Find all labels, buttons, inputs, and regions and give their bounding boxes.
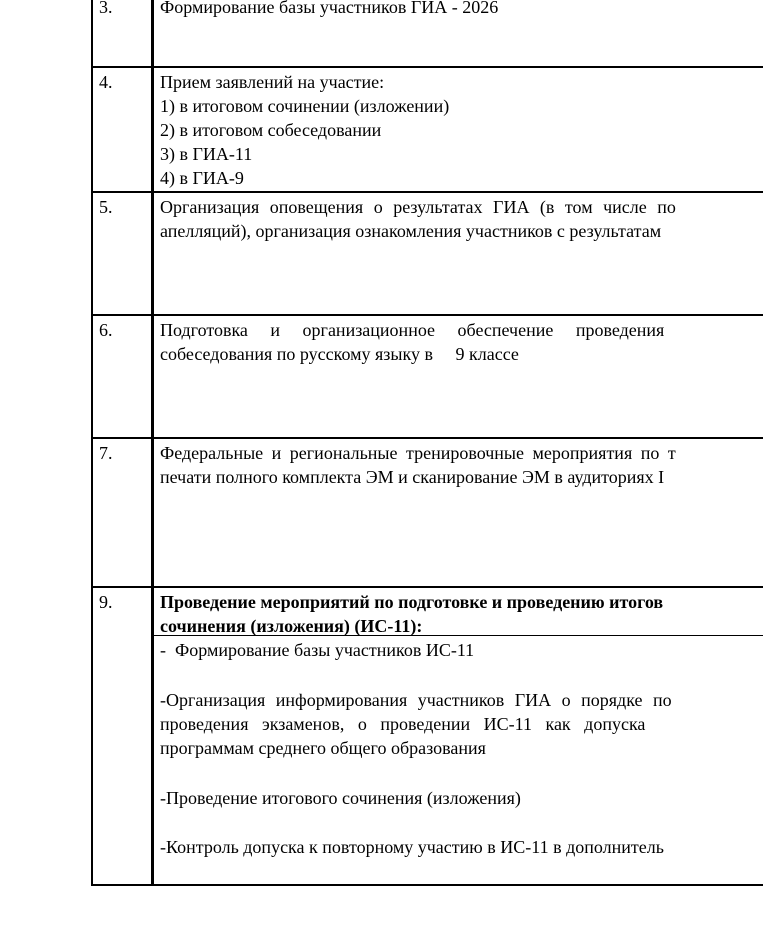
row-number	[99, 318, 113, 342]
row-number-text: 3.	[99, 0, 113, 17]
row-divider-7-9	[91, 586, 763, 588]
row-6-text	[160, 318, 763, 366]
row-line: Подготовка и организационное обеспечение проведения	[160, 320, 665, 340]
row-4-text	[160, 70, 763, 190]
row-divider-5-6	[91, 314, 763, 316]
row-7-text	[160, 441, 763, 489]
row-number-text: 9.	[99, 592, 113, 612]
row-line: печати полного комплекта ЭМ и сканирование ЭМ в аудиториях I	[160, 467, 665, 487]
row-number-text: 6.	[99, 320, 113, 340]
row-divider-6-7	[91, 437, 763, 439]
row-line: -Контроль допуска к повторному участию в ИС-11 в дополнитель	[160, 837, 664, 857]
row-line: 3) в ГИА-11	[160, 144, 253, 164]
row-line: 4) в ГИА-9	[160, 168, 244, 188]
row-line: -Проведение итогового сочинения (изложения)	[160, 788, 521, 808]
row-9-heading	[160, 590, 763, 638]
row-number-text: 7.	[99, 443, 113, 463]
row-number	[99, 195, 113, 219]
row-line: 2) в итоговом собеседовании	[160, 120, 382, 140]
row-line: - Формирование базы участников ИС-11	[160, 640, 475, 660]
row-number	[99, 0, 113, 19]
row-line: 1) в итоговом сочинении (изложении)	[160, 96, 450, 116]
row-line: Федеральные и региональные тренировочные мероприятия по т	[160, 443, 676, 463]
row-number-text: 5.	[99, 197, 113, 217]
table-left-border	[91, 0, 93, 886]
row-number	[99, 590, 113, 614]
row-number-text: 4.	[99, 72, 113, 92]
row-divider-3-4	[91, 66, 763, 68]
row-number	[99, 70, 113, 94]
row-line: Формирование базы участников ГИА - 2026	[160, 0, 499, 17]
number-column-divider	[151, 0, 154, 886]
row-number	[99, 441, 113, 465]
row-line: программам среднего общего образования	[160, 738, 486, 758]
row-5-text	[160, 195, 763, 243]
row-9-item	[160, 638, 763, 662]
row-line: Проведение мероприятий по подготовке и проведению итогов	[160, 592, 664, 612]
row-9-item	[160, 786, 763, 810]
row-line: собеседования по русскому языку в 9 классе	[160, 344, 519, 364]
row-3-text	[160, 0, 763, 19]
table-bottom-border	[91, 884, 763, 886]
row-line: Организация оповещения о результатах ГИА (в том числе по	[160, 197, 676, 217]
row-line: -Организация информирования участников ГИА о порядке по	[160, 690, 672, 710]
row-line: проведения экзаменов, о проведении ИС-11 как допуска	[160, 714, 646, 734]
row-divider-4-5	[91, 191, 763, 193]
row-line: Прием заявлений на участие:	[160, 72, 385, 92]
row-line: апелляций), организация ознакомления участников с результатам	[160, 221, 662, 241]
row-line: сочинения (изложения) (ИС-11):	[160, 616, 423, 636]
row-9-item	[160, 688, 763, 760]
row-9-item	[160, 835, 763, 859]
